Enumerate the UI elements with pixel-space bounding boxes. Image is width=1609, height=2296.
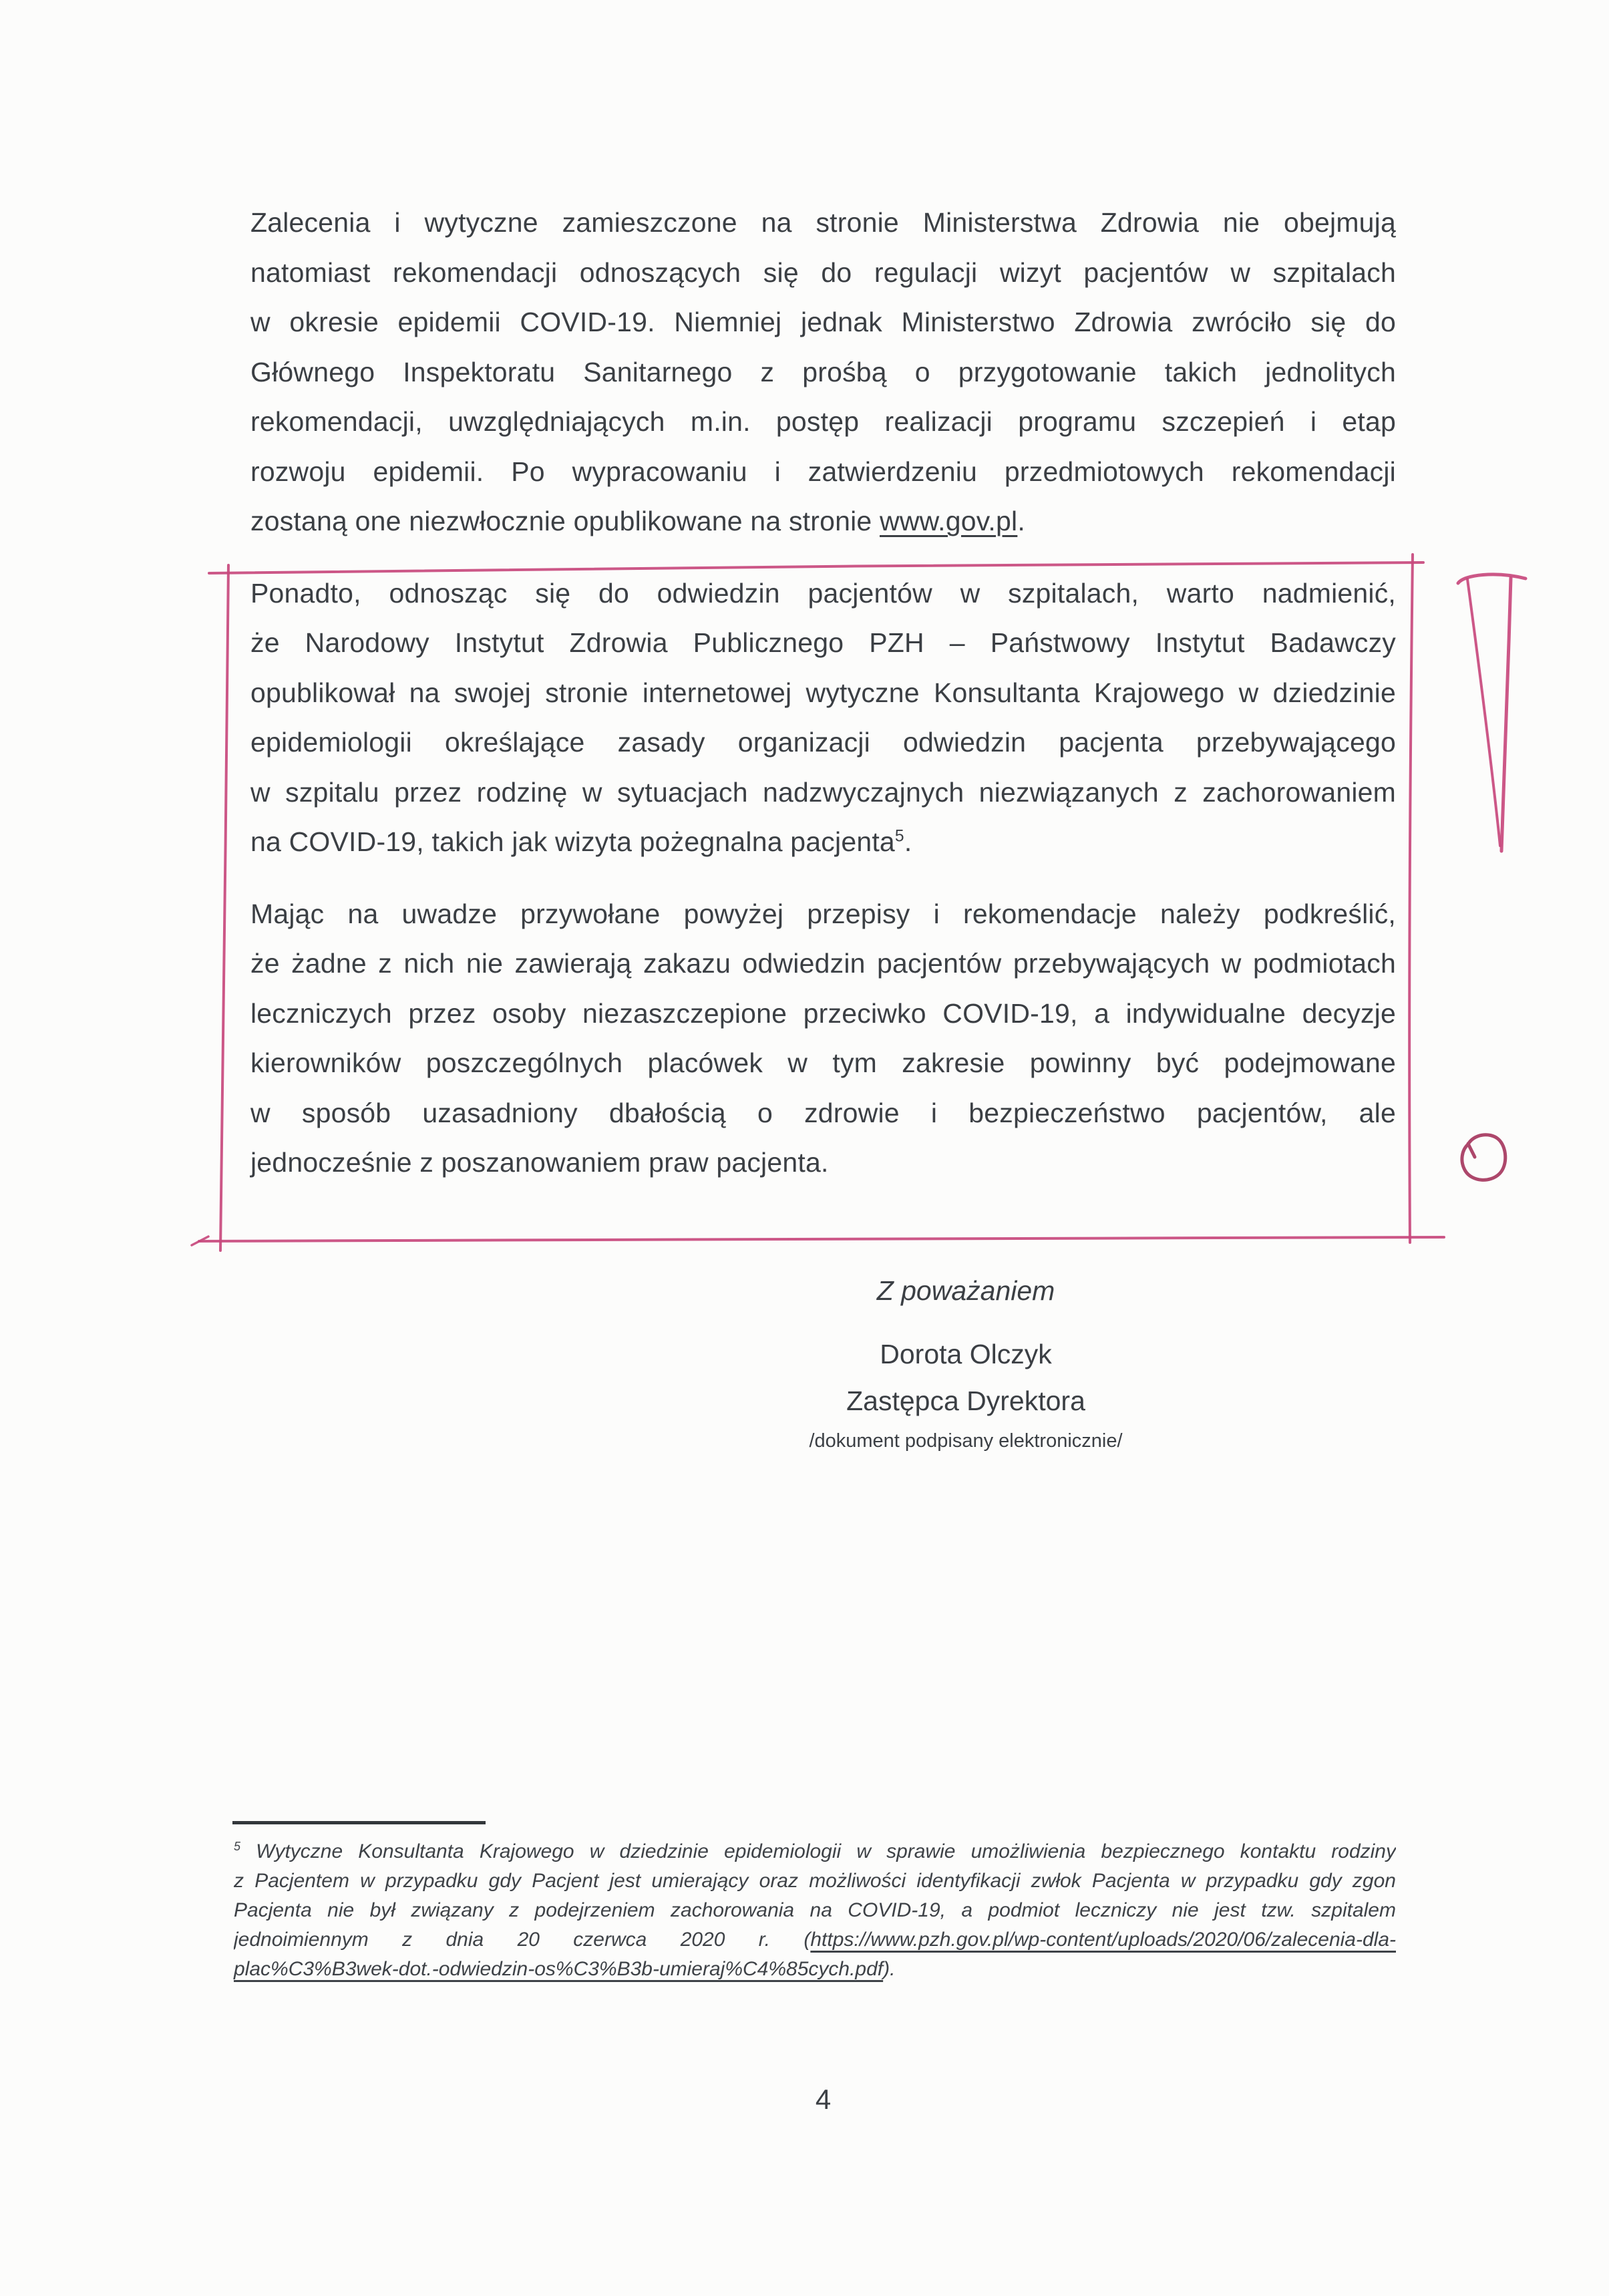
signatory-title: Zastępca Dyrektora — [846, 1385, 1085, 1416]
text-segment: Pacjenta nie był związany z podejrzeniem zachorowania na COVID-19, a podmiot leczniczy nie jest tzw. szpitalem — [234, 1899, 1396, 1921]
text-segment: Zalecenia i wytyczne zamieszczone na stronie Ministerstwa Zdrowia nie obejmują — [250, 207, 1396, 238]
text-segment: na COVID-19, takich jak wizyta pożegnalna pacjenta — [250, 826, 895, 857]
exclamation-right-stroke — [1501, 578, 1511, 851]
text-segment: ). — [883, 1958, 896, 1980]
text-segment: jednocześnie z poszanowaniem praw pacjenta. — [250, 1147, 829, 1178]
paragraph — [250, 198, 1396, 546]
annotation-box-bottom-line — [199, 1237, 1444, 1241]
text-segment: rozwoju epidemii. Po wypracowaniu i zatwierdzeniu przedmiotowych rekomendacji — [250, 456, 1396, 487]
text-line — [234, 1896, 1396, 1925]
superscript-marker: 5 — [234, 1840, 241, 1853]
text-segment: że Narodowy Instytut Zdrowia Publicznego PZH – Państwowy Instytut Badawczy — [250, 627, 1396, 658]
text-segment: natomiast rekomendacji odnoszących się do regulacji wizyt pacjentów w szpitalach — [250, 257, 1396, 288]
text-segment: w sposób uzasadniony dbałością o zdrowie i bezpieczeństwo pacjentów, ale — [250, 1097, 1396, 1128]
exclamation-dot-circle — [1462, 1135, 1505, 1180]
text-line — [250, 1038, 1396, 1088]
text-line — [250, 768, 1396, 818]
paragraph — [250, 568, 1396, 867]
electronic-signature-note: /dokument podpisany elektronicznie/ — [809, 1430, 1123, 1452]
text-line — [250, 568, 1396, 619]
annotation-box-left-line — [220, 565, 228, 1251]
closing-phrase: Z poważaniem — [876, 1275, 1055, 1306]
text-line — [250, 618, 1396, 668]
text-line — [234, 1837, 1396, 1866]
text-segment: Mając na uwadze przywołane powyżej przepisy i rekomendacje należy podkreślić, — [250, 898, 1396, 929]
text-segment: zostaną one niezwłocznie opublikowane na stronie — [250, 506, 880, 536]
text-line — [250, 447, 1396, 497]
text-line — [250, 397, 1396, 447]
annotation-box-bottom-hook — [192, 1237, 208, 1245]
text-line — [250, 1088, 1396, 1138]
text-line — [250, 939, 1396, 989]
letter-body — [250, 198, 1396, 1188]
text-segment: epidemiologii określające zasady organizacji odwiedzin pacjenta przebywającego — [250, 727, 1396, 758]
text-line — [250, 989, 1396, 1039]
text-segment: Ponadto, odnosząc się do odwiedzin pacjentów w szpitalach, warto nadmienić, — [250, 577, 1396, 609]
exclamation-left-stroke — [1467, 579, 1500, 846]
text-segment: że żadne z nich nie zawierają zakazu odwiedzin pacjentów przebywających w podmiotach — [250, 948, 1396, 979]
signatory-name: Dorota Olczyk — [880, 1339, 1052, 1369]
text-line — [250, 717, 1396, 768]
text-line — [250, 297, 1396, 347]
text-segment: jednoimiennym z dnia 20 czerwca 2020 r. ( — [234, 1929, 811, 1951]
text-segment: w szpitalu przez rodzinę w sytuacjach nadzwyczajnych niezwiązanych z zachorowaniem — [250, 776, 1396, 808]
text-segment: Głównego Inspektoratu Sanitarnego z prośbą o przygotowanie takich jednolitych — [250, 356, 1396, 387]
footnote — [234, 1837, 1396, 1984]
text-line — [250, 347, 1396, 397]
text-line — [234, 1955, 1396, 1984]
text-segment: z Pacjentem w przypadku gdy Pacjent jest umierający oraz możliwości identyfikacji zwłok Pacjenta w przypadku gdy zgon — [234, 1870, 1396, 1892]
text-line — [250, 817, 1396, 867]
text-segment: w okresie epidemii COVID-19. Niemniej jednak Ministerstwo Zdrowia zwróciło się do — [250, 307, 1396, 337]
text-segment: . — [1017, 506, 1025, 536]
annotation-box-right-line — [1409, 554, 1413, 1243]
page-number: 4 — [815, 2084, 832, 2115]
text-line — [234, 1925, 1396, 1955]
superscript-marker: 5 — [894, 827, 904, 846]
text-segment: leczniczych przez osoby niezaszczepione przeciwko COVID-19, a indywidualne decyzje — [250, 997, 1396, 1029]
link-text: https://www.pzh.gov.pl/wp-content/uploads/2020/06/zalecenia-dla- — [810, 1929, 1396, 1951]
text-segment: rekomendacji, uwzględniających m.in. postęp realizacji programu szczepień i etap — [250, 406, 1396, 437]
exclamation-cap-stroke — [1458, 575, 1526, 583]
text-line — [250, 198, 1396, 248]
paragraph — [250, 889, 1396, 1188]
text-segment: Wytyczne Konsultanta Krajowego w dziedzinie epidemiologii w sprawie umożliwienia bezpiecznego kontaktu rodziny — [240, 1840, 1396, 1862]
text-line — [250, 496, 1396, 546]
text-line — [250, 1138, 1396, 1188]
link-text: plac%C3%B3wek-dot.-odwiedzin-os%C3%B3b-umieraj%C4%85cych.pdf — [234, 1958, 884, 1980]
text-line — [250, 668, 1396, 718]
text-segment: . — [904, 826, 912, 857]
text-line — [234, 1866, 1396, 1896]
text-segment: opublikował na swojej stronie internetowej wytyczne Konsultanta Krajowego w dziedzinie — [250, 677, 1396, 708]
text-line — [250, 889, 1396, 939]
footnote-separator — [232, 1821, 486, 1824]
text-line — [250, 248, 1396, 298]
text-segment: kierowników poszczególnych placówek w tym zakresie powinny być podejmowane — [250, 1047, 1396, 1078]
link-text: www.gov.pl — [880, 506, 1018, 536]
